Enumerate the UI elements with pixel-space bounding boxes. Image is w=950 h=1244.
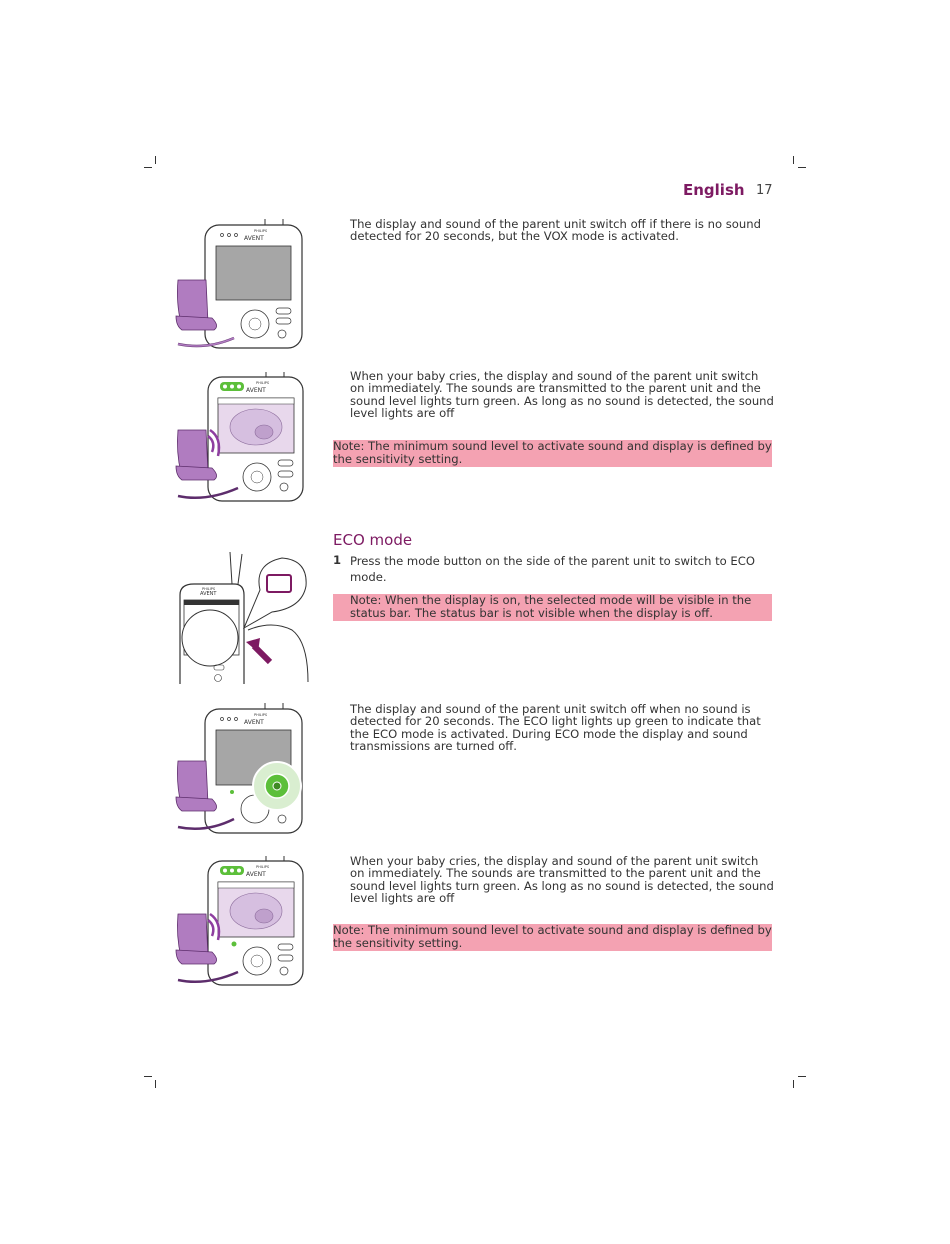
- crop-mark: [798, 167, 806, 168]
- section-5-text: When your baby cries, the display and sound of the parent unit switch on immediately. The sounds are transmitted to the parent unit and the sound level lights turn green. As long as no sound is detected, the sound level lights are off: [350, 854, 774, 906]
- eco-mode-title: ECO mode: [333, 531, 413, 549]
- illustration-display-off: [172, 218, 312, 352]
- section-4-text: The display and sound of the parent unit switch off when no sound is detected for 20 seconds. The ECO light lights up green to indicate that the ECO mode is activated. During ECO mode the display and sound transmissions are turned off.: [350, 702, 761, 754]
- brand-top: PHILIPS: [202, 587, 216, 591]
- section-2-note: Note: The minimum sound level to activate sound and display is defined by the sensitivity setting.: [333, 439, 772, 467]
- section-5-note: Note: The minimum sound level to activate sound and display is defined by the sensitivity setting.: [333, 923, 772, 951]
- crop-mark: [798, 1076, 806, 1077]
- crop-mark: [144, 167, 152, 168]
- page-number: 17: [756, 183, 773, 198]
- brand-top: PHILIPS: [254, 713, 268, 717]
- crop-mark: [155, 1080, 156, 1088]
- crop-mark: [793, 1080, 794, 1088]
- section-1-text: The display and sound of the parent unit switch off if there is no sound detected for 20 seconds, but the VOX mode is activated.: [350, 217, 761, 244]
- brand-name: AVENT: [246, 871, 266, 878]
- section-2-text: When your baby cries, the display and sound of the parent unit switch on immediately. The sounds are transmitted to the parent unit and the sound level lights turn green. As long as no sound is detected, the sound level lights are off: [350, 369, 774, 421]
- illustration-display-on: [172, 372, 312, 506]
- brand-top: PHILIPS: [254, 229, 268, 233]
- brand-name: AVENT: [246, 387, 266, 394]
- brand-name: AVENT: [244, 235, 264, 242]
- header-language: English: [683, 181, 745, 199]
- brand-name: AVENT: [244, 719, 264, 726]
- brand-name: AVENT: [200, 591, 217, 597]
- crop-mark: [793, 156, 794, 164]
- eco-mode-note: Note: When the display is on, the selected mode will be visible in the status bar. The status bar is not visible when the display is off.: [333, 594, 772, 621]
- illustration-eco-light: [172, 703, 312, 837]
- step-number: 1: [333, 553, 342, 567]
- brand-top: PHILIPS: [256, 381, 270, 385]
- illustration-mode-button: [172, 550, 312, 686]
- brand-top: PHILIPS: [256, 865, 270, 869]
- crop-mark: [155, 156, 156, 164]
- illustration-display-on-eco: [172, 856, 312, 990]
- crop-mark: [144, 1076, 152, 1077]
- step-text: Press the mode button on the side of the parent unit to switch to ECO mode.: [350, 554, 755, 584]
